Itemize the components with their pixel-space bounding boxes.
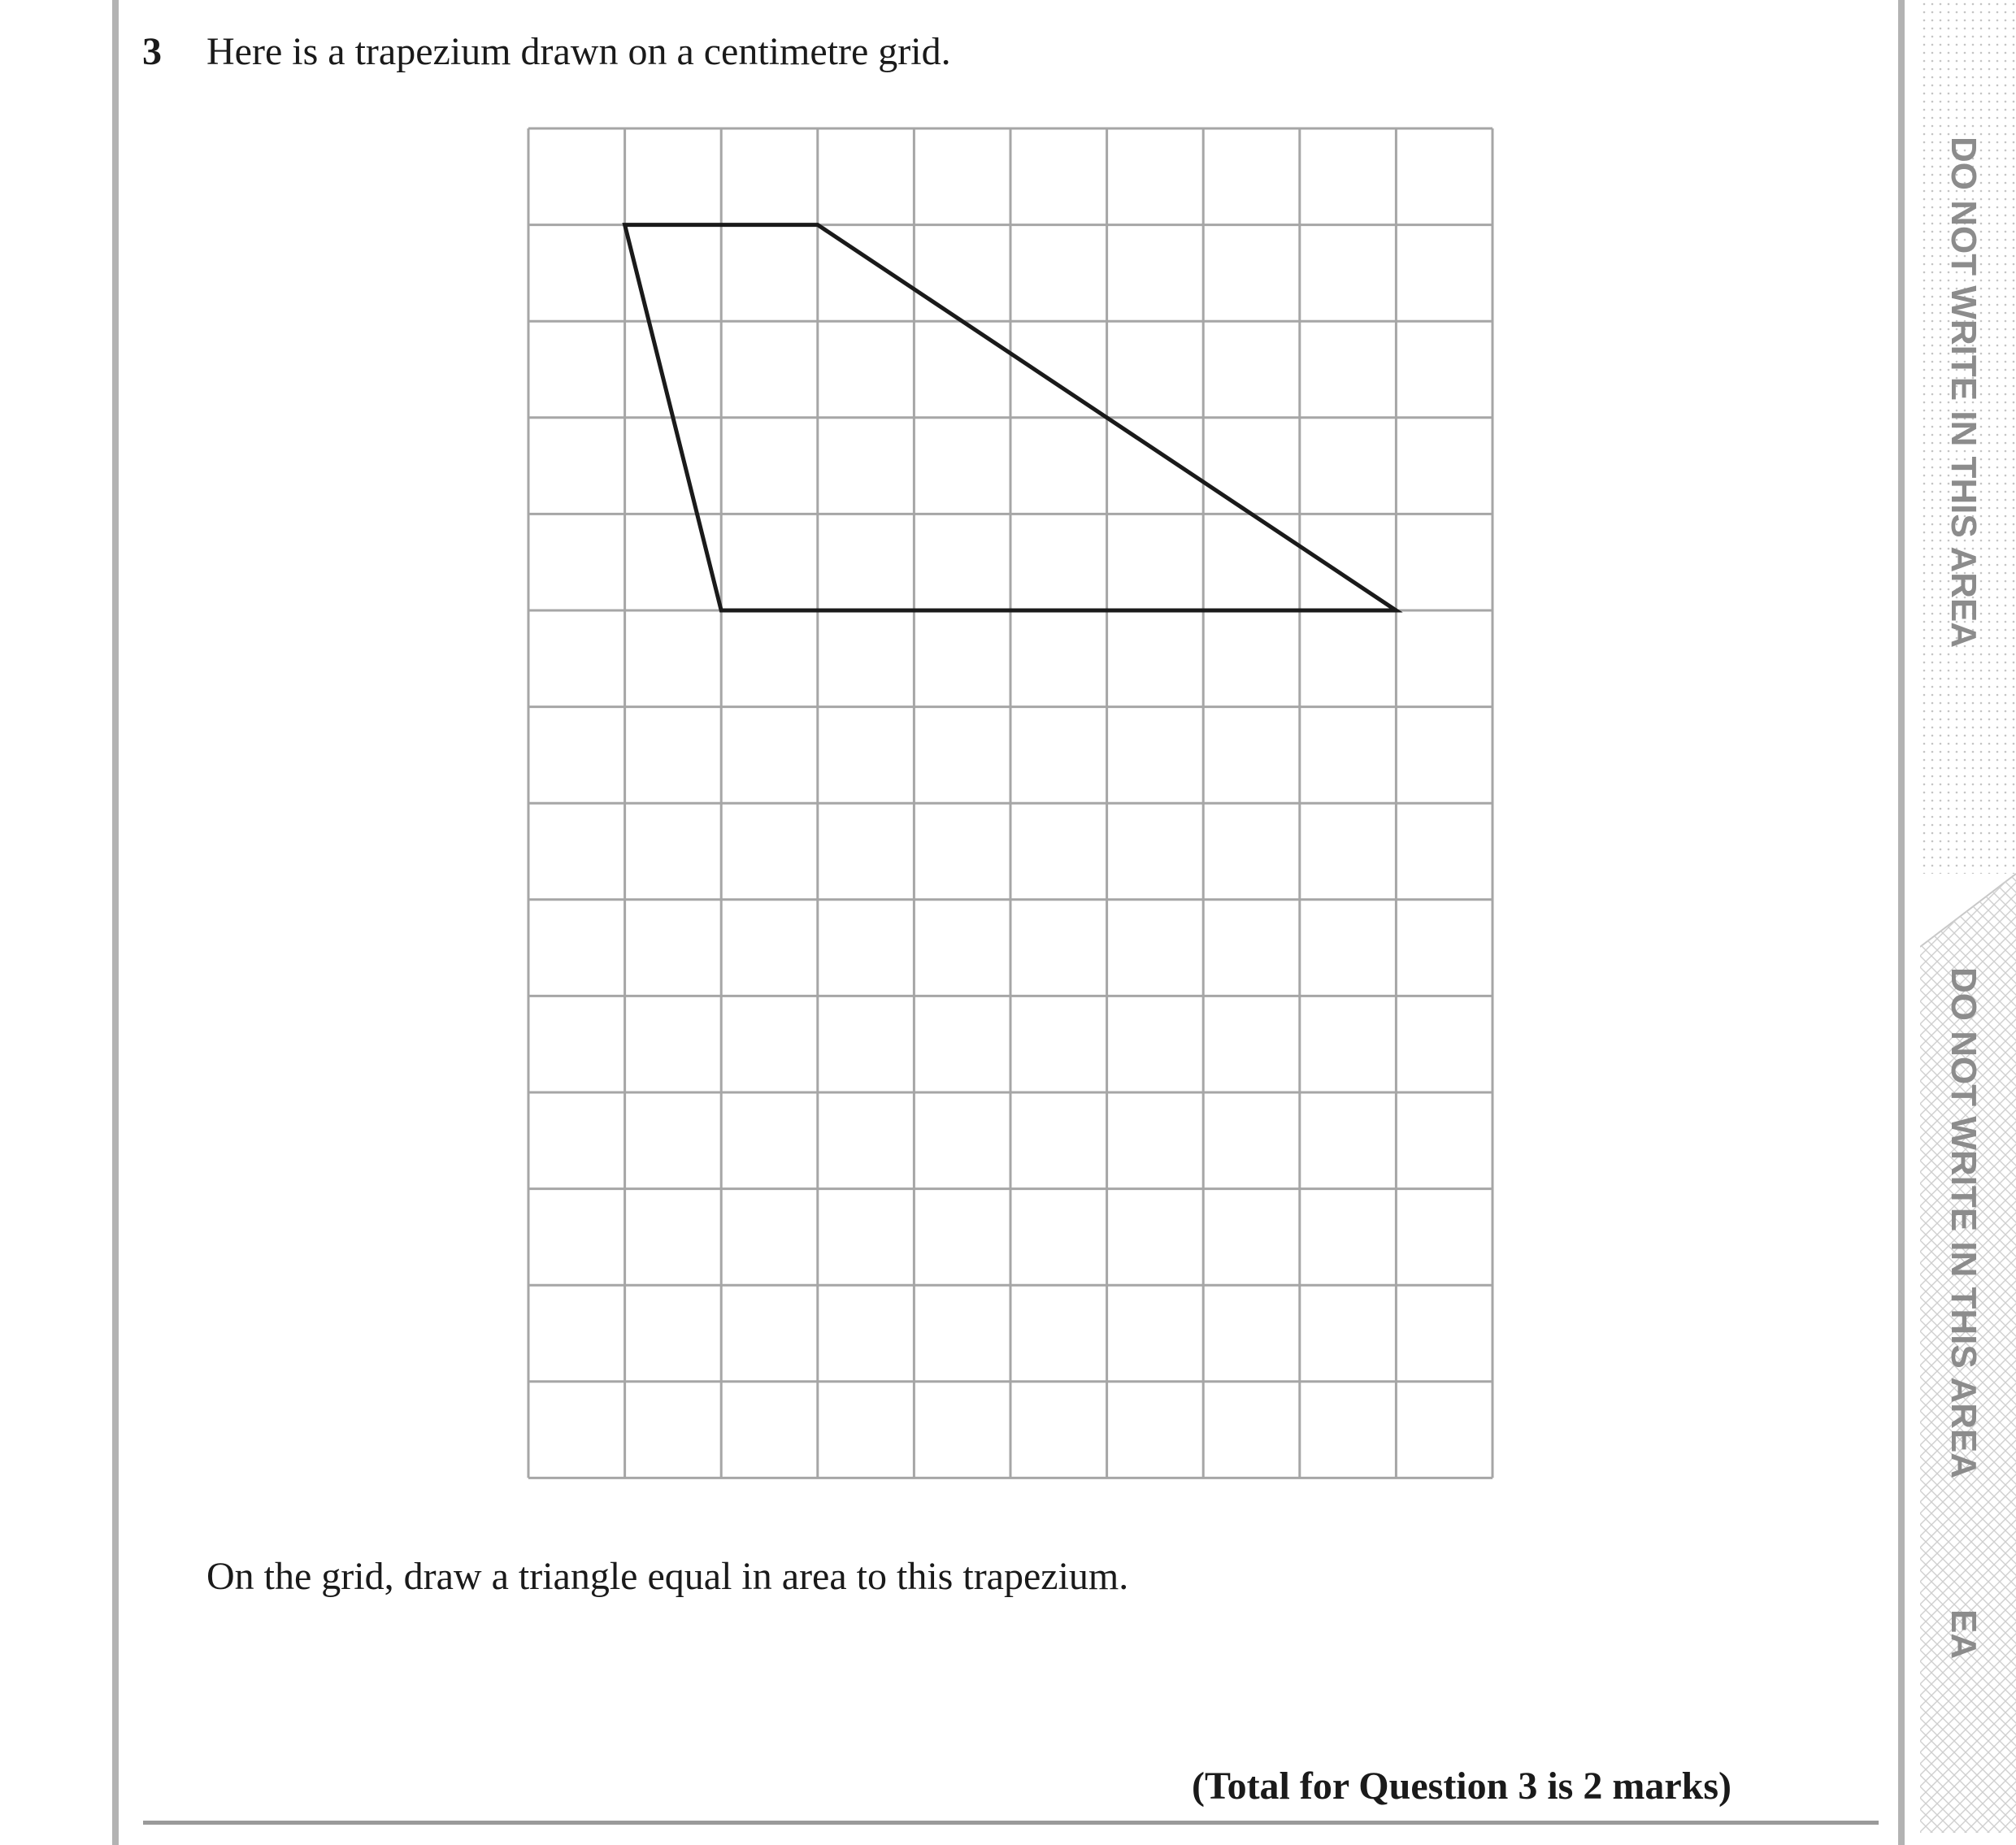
question-number: 3 xyxy=(142,30,162,73)
margin-warning-2: DO NOT WRITE IN THIS AREA xyxy=(1944,967,1983,1479)
bottom-rule xyxy=(143,1821,1879,1825)
margin-warning-3: EA xyxy=(1944,1609,1983,1660)
question-total-marks: (Total for Question 3 is 2 marks) xyxy=(1191,1765,1731,1808)
margin-warning-1: DO NOT WRITE IN THIS AREA xyxy=(1944,137,1983,649)
question-text: Here is a trapezium drawn on a centimetre grid. xyxy=(206,30,951,73)
question-instruction: On the grid, draw a triangle equal in area to this trapezium. xyxy=(206,1555,1129,1598)
